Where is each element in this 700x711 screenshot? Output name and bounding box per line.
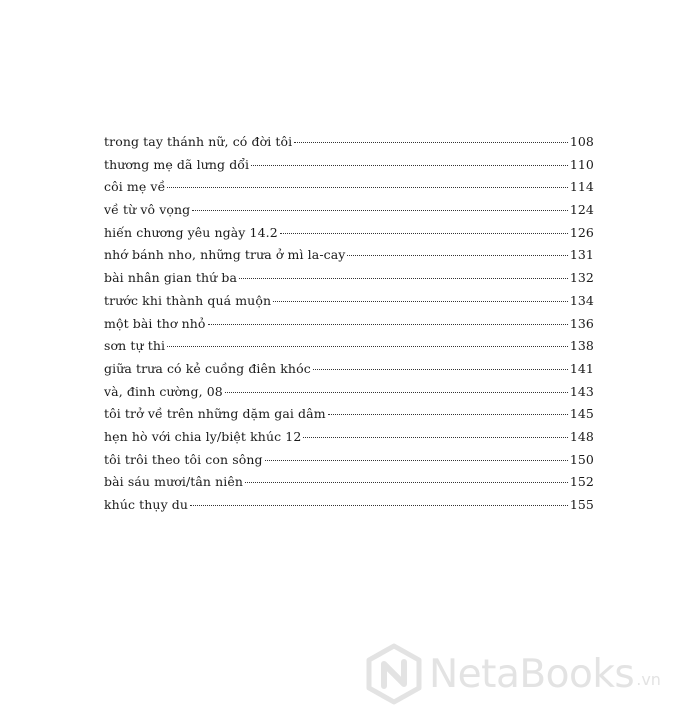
toc-entry-title: trước khi thành quá muộn: [104, 292, 272, 308]
toc-entry[interactable]: [104, 131, 594, 154]
toc-entry-title: bài nhân gian thứ ba: [104, 270, 238, 286]
toc-leader-dots: [313, 369, 568, 370]
toc-entry-page: 138: [569, 338, 594, 354]
toc-entry-page: 132: [569, 270, 594, 286]
toc-entry-title: về từ vô vọng: [104, 202, 191, 218]
toc-entry-title: khúc thụy du: [104, 497, 189, 512]
toc-leader-dots: [347, 255, 567, 256]
toc-leader-dots: [273, 301, 568, 302]
toc-leader-dots: [303, 437, 567, 438]
toc-entry-page: 131: [569, 247, 594, 263]
toc-leader-dots: [265, 460, 568, 461]
toc-entry-page: 136: [569, 315, 594, 331]
toc-entry-title: tôi trở về trên những dặm gai dâm: [104, 406, 326, 422]
toc-leader-dots: [167, 187, 567, 188]
toc-leader-dots: [251, 165, 568, 166]
toc-entry[interactable]: [104, 335, 594, 358]
toc-entry-page: 134: [569, 292, 594, 308]
toc-leader-dots: [225, 392, 568, 393]
toc-leader-dots: [208, 324, 568, 325]
toc-leader-dots: [167, 346, 568, 347]
toc-leader-dots: [190, 505, 568, 506]
toc-entry[interactable]: [104, 426, 594, 449]
toc-entry[interactable]: [104, 381, 594, 404]
toc-entry-title: côi mẹ về: [104, 179, 166, 195]
toc-entry[interactable]: [104, 154, 594, 177]
toc-entry[interactable]: [104, 176, 594, 199]
toc-entry[interactable]: [104, 267, 594, 290]
toc-leader-dots: [280, 233, 568, 234]
toc-entry-page: 108: [569, 134, 594, 149]
toc-entry[interactable]: [104, 313, 594, 336]
toc-entry-page: 114: [569, 179, 594, 195]
toc-entry-title: trong tay thánh nữ, có đời tôi: [104, 134, 293, 149]
toc-entry[interactable]: [104, 471, 594, 494]
toc-entry-title: thương mẹ dã lưng dổi: [104, 156, 250, 172]
toc-entry-title: giữa trưa có kẻ cuồng điên khóc: [104, 360, 311, 376]
toc-entry-title: bài sáu mươi/tân niên: [104, 474, 244, 490]
table-of-contents: [104, 131, 594, 517]
toc-entry[interactable]: [104, 199, 594, 222]
toc-entry-page: 145: [569, 406, 594, 422]
netabooks-n-logo-icon: [365, 643, 423, 705]
watermark-brand: NetaBooks: [429, 651, 635, 697]
toc-entry-page: 152: [569, 474, 594, 490]
toc-entry-title: và, đinh cường, 08: [104, 383, 223, 399]
toc-entry-title: một bài thơ nhỏ: [104, 315, 206, 331]
netabooks-watermark: [365, 637, 700, 711]
toc-leader-dots: [239, 278, 568, 279]
toc-entry[interactable]: [104, 494, 594, 517]
toc-leader-dots: [192, 210, 568, 211]
toc-leader-dots: [328, 414, 568, 415]
watermark-suffix: .vn: [636, 670, 661, 689]
toc-entry[interactable]: [104, 403, 594, 426]
toc-entry-page: 126: [569, 224, 594, 240]
toc-entry-title: hẹn hò với chia ly/biệt khúc 12: [104, 428, 302, 444]
toc-entry[interactable]: [104, 244, 594, 267]
toc-entry-page: 110: [569, 156, 594, 172]
toc-entry-page: 124: [569, 202, 594, 218]
toc-entry-title: tôi trôi theo tôi con sông: [104, 451, 263, 467]
toc-entry[interactable]: [104, 290, 594, 313]
toc-entry-page: 148: [569, 428, 594, 444]
toc-entry[interactable]: [104, 449, 594, 472]
toc-leader-dots: [294, 142, 568, 143]
toc-entry-title: nhớ bánh nho, những trưa ở mì la-cay: [104, 247, 346, 263]
toc-entry-title: hiến chương yêu ngày 14.2: [104, 224, 278, 240]
toc-entry-title: sơn tự thi: [104, 338, 166, 354]
toc-entry-page: 150: [569, 451, 594, 467]
toc-leader-dots: [245, 482, 568, 483]
toc-entry[interactable]: [104, 222, 594, 245]
toc-entry-page: 141: [569, 360, 594, 376]
toc-entry[interactable]: [104, 358, 594, 381]
toc-entry-page: 143: [569, 383, 594, 399]
toc-entry-page: 155: [569, 497, 594, 512]
